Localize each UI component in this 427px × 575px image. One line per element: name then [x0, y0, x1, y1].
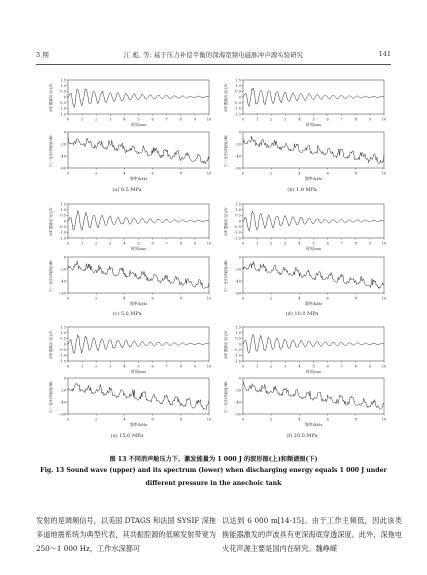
spectrum-frame [68, 378, 209, 414]
waveform-xtick: 3 [109, 241, 112, 246]
spectrum-xtick: 6 [151, 417, 154, 422]
spectrum-xtick: 4 [298, 296, 301, 301]
running-header [36, 50, 391, 64]
subfigure-caption: (c) 5.0 MPa [112, 311, 142, 317]
waveform-ytick: 1.5 [60, 78, 66, 83]
spectrum-ytick: -60 [60, 412, 66, 417]
waveform-ytick: 1.0 [235, 83, 241, 88]
spectrum-trace [243, 381, 384, 409]
spectrum-xtick: 2 [95, 417, 98, 422]
waveform-ytick: -1.0 [59, 106, 66, 111]
spectrum-xlabel: 频率/kHz [129, 176, 148, 181]
waveform-xtick: 7 [340, 241, 343, 246]
waveform-xlabel: 时间/ms [305, 369, 322, 374]
spectrum-ytick: -40 [235, 400, 241, 405]
subfigure-caption: (f) 20.0 MPa [286, 433, 318, 439]
figure-caption-en-line1: Fig. 13 Sound wave (upper) and its spectrum (lower) when discharging energy equals 1 000 J under [40, 467, 387, 474]
waveform-frame [68, 80, 209, 114]
waveform-trace [243, 211, 384, 231]
waveform-xtick: 2 [95, 117, 98, 122]
waveform-ytick: -1.0 [59, 230, 66, 235]
spectrum-xtick: 10 [381, 417, 387, 422]
waveform-xtick: 8 [179, 241, 182, 246]
waveform-xtick: 1 [255, 241, 259, 246]
spectrum-trace [68, 261, 209, 289]
waveform-xtick: 2 [270, 117, 273, 122]
spectrum-ytick: -40 [60, 400, 66, 405]
waveform-ytick: 1.0 [235, 207, 241, 212]
waveform-xtick: 6 [326, 241, 329, 246]
spectrum-ylabel: 归一化相对幅值/dB [49, 135, 53, 167]
spectrum-xtick: 10 [381, 296, 387, 301]
waveform-xtick: 8 [354, 117, 357, 122]
spectrum-xlabel: 频率/kHz [304, 422, 323, 427]
spectrum-frame [68, 132, 209, 168]
waveform-xtick: 9 [368, 364, 372, 369]
waveform-xtick: 4 [123, 117, 126, 122]
waveform-xlabel: 时间/ms [130, 246, 147, 251]
waveform-plot-4 [215, 202, 394, 256]
waveform-ytick: -1.5 [234, 112, 241, 117]
waveform-trace [243, 334, 384, 353]
spectrum-ytick: -40 [60, 279, 66, 284]
waveform-xtick: 9 [193, 241, 197, 246]
spectrum-xtick: 6 [151, 296, 154, 301]
waveform-ylabel: 水听器输出电压/V [49, 330, 53, 360]
waveform-xtick: 4 [123, 364, 126, 369]
waveform-ylabel: 水听器输出电压/V [224, 207, 228, 237]
waveform-trace [243, 88, 384, 106]
spectrum-xlabel: 频率/kHz [129, 422, 148, 427]
waveform-xtick: 10 [381, 117, 387, 122]
waveform-xtick: 8 [354, 241, 357, 246]
spectrum-xtick: 8 [179, 417, 182, 422]
spectrum-ytick: -60 [235, 412, 241, 417]
waveform-plot-3 [40, 202, 219, 256]
waveform-ylabel: 水听器输出电压/V [49, 207, 53, 237]
waveform-xtick: 0 [241, 241, 245, 246]
waveform-xtick: 3 [284, 117, 287, 122]
waveform-ytick: -0.5 [59, 100, 66, 105]
waveform-xtick: 10 [206, 117, 212, 122]
spectrum-ytick: -60 [235, 166, 241, 171]
running-title: 江 彪, 等: 基于压力补偿平衡的深海宽频电磁脉冲声源实验研究 [123, 51, 304, 59]
spectrum-xtick: 8 [354, 417, 357, 422]
waveform-xtick: 5 [312, 364, 315, 369]
spectrum-xtick: 0 [66, 296, 70, 301]
waveform-ytick: -0.5 [59, 224, 66, 229]
spectrum-xtick: 0 [66, 417, 70, 422]
waveform-ytick: 0 [63, 219, 66, 224]
waveform-xtick: 5 [312, 241, 315, 246]
spectrum-ytick: -20 [235, 388, 241, 393]
waveform-plot-6 [215, 325, 394, 379]
waveform-xtick: 7 [165, 117, 168, 122]
subfigure-caption: (e) 15.0 MPa [110, 433, 144, 439]
spectrum-xtick: 2 [95, 171, 98, 176]
spectrum-ytick: 0 [63, 376, 66, 381]
spectrum-trace [68, 383, 209, 409]
waveform-xtick: 10 [381, 364, 387, 369]
spectrum-xtick: 4 [298, 171, 301, 176]
waveform-xtick: 0 [66, 117, 70, 122]
waveform-ytick: -0.5 [59, 347, 66, 352]
waveform-xtick: 3 [284, 364, 287, 369]
waveform-xtick: 0 [66, 364, 70, 369]
spectrum-ylabel: 归一化相对幅值/dB [224, 135, 228, 167]
waveform-xtick: 2 [270, 241, 273, 246]
spectrum-frame [243, 132, 384, 168]
spectrum-xtick: 10 [206, 417, 212, 422]
spectrum-plot-5 [40, 376, 219, 432]
waveform-xtick: 2 [95, 241, 98, 246]
waveform-xtick: 7 [340, 117, 343, 122]
spectrum-ytick: -60 [235, 291, 241, 296]
spectrum-ytick: -40 [60, 154, 66, 159]
spectrum-ytick: -40 [235, 279, 241, 284]
spectrum-xtick: 4 [298, 417, 301, 422]
spectrum-xtick: 0 [241, 417, 245, 422]
waveform-xtick: 9 [368, 241, 372, 246]
waveform-ytick: 1.5 [60, 325, 66, 330]
waveform-trace [68, 211, 209, 231]
waveform-ytick: 0 [63, 95, 66, 100]
waveform-plot-2 [215, 78, 394, 135]
spectrum-xlabel: 频率/kHz [304, 301, 323, 306]
spectrum-axes [223, 376, 387, 427]
spectrum-frame [68, 257, 209, 293]
waveform-xtick: 9 [368, 117, 372, 122]
waveform-ytick: -0.5 [234, 224, 241, 229]
subfigure-caption: (d) 10.0 MPa [285, 311, 319, 317]
spectrum-xtick: 2 [270, 296, 273, 301]
waveform-xtick: 9 [193, 117, 197, 122]
spectrum-xtick: 10 [206, 171, 212, 176]
waveform-xtick: 5 [312, 117, 315, 122]
waveform-ytick: 0.5 [60, 89, 66, 94]
waveform-ytick: 1.0 [60, 83, 66, 88]
spectrum-ylabel: 归一化相对幅值/dB [224, 381, 228, 413]
spectrum-ytick: -20 [60, 142, 66, 147]
waveform-ytick: -1.0 [234, 106, 241, 111]
spectrum-xtick: 6 [326, 296, 329, 301]
waveform-ytick: 1.5 [235, 325, 241, 330]
waveform-xtick: 10 [206, 241, 212, 246]
waveform-xtick: 5 [137, 241, 140, 246]
page-number: 141 [378, 50, 391, 58]
spectrum-ylabel: 归一化相对幅值/dB [224, 260, 228, 292]
spectrum-xtick: 10 [381, 171, 387, 176]
waveform-ylabel: 水听器输出电压/V [224, 83, 228, 113]
waveform-ytick: 0 [238, 219, 241, 224]
waveform-ytick: 1.5 [235, 202, 241, 207]
waveform-xtick: 6 [151, 364, 154, 369]
waveform-ytick: -0.5 [234, 100, 241, 105]
spectrum-xtick: 2 [270, 417, 273, 422]
waveform-ytick: -1.5 [59, 112, 66, 117]
waveform-ytick: 0 [63, 342, 66, 347]
spectrum-plot-3 [40, 255, 219, 311]
spectrum-axes [48, 376, 212, 427]
waveform-ylabel: 水听器输出电压/V [49, 83, 53, 113]
spectrum-trace [243, 262, 384, 289]
spectrum-ytick: -20 [60, 388, 66, 393]
waveform-xtick: 6 [326, 364, 329, 369]
spectrum-xtick: 4 [123, 171, 126, 176]
waveform-ytick: 0.5 [235, 213, 241, 218]
waveform-ytick: -1.5 [59, 236, 66, 241]
spectrum-xtick: 10 [206, 296, 212, 301]
waveform-xtick: 5 [137, 364, 140, 369]
spectrum-xtick: 2 [270, 171, 273, 176]
body-paragraph-left: 发射的是调频信号，以美国 DTAGS 和法国 SYSIF 深拖多道地震系统为典型代表，其共振腔源的低频发射带宽为 250～1 000 Hz，工作水深都可 [36, 516, 216, 553]
waveform-xtick: 8 [354, 364, 357, 369]
waveform-xtick: 10 [206, 364, 212, 369]
waveform-plot-5 [40, 325, 219, 379]
spectrum-xtick: 6 [151, 171, 154, 176]
waveform-ytick: 1.0 [235, 330, 241, 335]
waveform-ytick: 0 [238, 342, 241, 347]
waveform-xtick: 4 [298, 117, 301, 122]
spectrum-plot-4 [215, 255, 394, 311]
spectrum-xlabel: 频率/kHz [304, 176, 323, 181]
spectrum-ytick: 0 [238, 130, 241, 135]
spectrum-xtick: 6 [326, 171, 329, 176]
figure-caption-en-line2: different pressure in the anechoic tank [145, 480, 282, 487]
spectrum-ytick: -20 [235, 267, 241, 272]
header-rule [36, 64, 391, 65]
waveform-ylabel: 水听器输出电压/V [224, 330, 228, 360]
spectrum-ytick: 0 [63, 255, 66, 260]
spectrum-ylabel: 归一化相对幅值/dB [49, 260, 53, 292]
waveform-plot-1 [40, 78, 219, 135]
waveform-trace [68, 335, 209, 354]
waveform-xtick: 4 [298, 241, 301, 246]
spectrum-xtick: 0 [66, 171, 70, 176]
waveform-ytick: -1.0 [59, 353, 66, 358]
waveform-ytick: 1.0 [60, 330, 66, 335]
waveform-ytick: -1.5 [59, 359, 66, 364]
waveform-xtick: 8 [179, 117, 182, 122]
spectrum-plot-2 [215, 130, 394, 186]
waveform-frame [68, 327, 209, 361]
waveform-xtick: 7 [340, 364, 343, 369]
waveform-xtick: 10 [381, 241, 387, 246]
spectrum-frame [243, 378, 384, 414]
waveform-ytick: 0.5 [235, 336, 241, 341]
subfigure-caption: (b) 1.0 MPa [287, 187, 317, 193]
waveform-xtick: 1 [255, 364, 259, 369]
waveform-ytick: -1.5 [234, 359, 241, 364]
waveform-xlabel: 时间/ms [305, 246, 322, 251]
waveform-ytick: 1.0 [60, 207, 66, 212]
waveform-xtick: 2 [270, 364, 273, 369]
waveform-ytick: -0.5 [234, 347, 241, 352]
waveform-xtick: 2 [95, 364, 98, 369]
spectrum-xtick: 8 [179, 171, 182, 176]
waveform-ytick: -1.0 [234, 230, 241, 235]
spectrum-trace [243, 136, 384, 163]
spectrum-ytick: -20 [235, 142, 241, 147]
waveform-xtick: 4 [298, 364, 301, 369]
body-column-right [222, 514, 402, 556]
spectrum-xtick: 8 [354, 296, 357, 301]
spectrum-axes [48, 255, 212, 306]
spectrum-ytick: 0 [238, 255, 241, 260]
waveform-xlabel: 时间/ms [130, 122, 147, 127]
spectrum-xtick: 4 [123, 296, 126, 301]
waveform-xtick: 3 [109, 364, 112, 369]
waveform-xtick: 6 [326, 117, 329, 122]
waveform-ytick: -1.0 [234, 353, 241, 358]
waveform-xtick: 5 [137, 117, 140, 122]
spectrum-axes [223, 130, 387, 181]
waveform-ytick: 0.5 [235, 89, 241, 94]
waveform-xtick: 1 [255, 117, 259, 122]
issue-label: 3 期 [36, 51, 49, 59]
waveform-ytick: 0 [238, 95, 241, 100]
spectrum-xtick: 0 [241, 171, 245, 176]
spectrum-ytick: -20 [60, 267, 66, 272]
waveform-xtick: 4 [123, 241, 126, 246]
waveform-xtick: 3 [109, 117, 112, 122]
figure-caption-cn: 图 13 不同消声舱压力下，激发能量为 1 000 J 的波形图(上)和频谱图(下) [109, 456, 318, 463]
waveform-xtick: 7 [165, 364, 168, 369]
spectrum-xtick: 2 [95, 296, 98, 301]
waveform-xtick: 0 [241, 117, 245, 122]
waveform-xtick: 1 [80, 117, 84, 122]
waveform-xtick: 8 [179, 364, 182, 369]
body-paragraph-right: 以达到 6 000 m[14-15]。由于工作主频低，因此该类换能器激发的声波具有更深海底穿透深度。此外，深拖电火花声源主要是国内在研究。魏峥嵘 [222, 516, 402, 553]
waveform-frame [243, 204, 384, 238]
spectrum-xtick: 4 [123, 417, 126, 422]
waveform-xlabel: 时间/ms [305, 122, 322, 127]
spectrum-ytick: -40 [235, 154, 241, 159]
waveform-xtick: 9 [193, 364, 197, 369]
spectrum-ytick: 0 [63, 130, 66, 135]
waveform-xtick: 0 [66, 241, 70, 246]
waveform-frame [243, 327, 384, 361]
waveform-xtick: 0 [241, 364, 245, 369]
waveform-xtick: 7 [165, 241, 168, 246]
spectrum-xtick: 8 [354, 171, 357, 176]
waveform-xtick: 6 [151, 117, 154, 122]
waveform-ytick: 0.5 [60, 336, 66, 341]
spectrum-ytick: 0 [238, 376, 241, 381]
subfigure-caption: (a) 0.5 MPa [112, 187, 142, 193]
waveform-axes [48, 325, 212, 374]
waveform-xtick: 1 [80, 241, 84, 246]
spectrum-xtick: 6 [326, 417, 329, 422]
waveform-ytick: 0.5 [60, 213, 66, 218]
waveform-xtick: 1 [80, 364, 84, 369]
spectrum-xtick: 0 [241, 296, 245, 301]
waveform-trace [68, 89, 209, 108]
spectrum-plot-1 [40, 130, 219, 186]
spectrum-plot-6 [215, 376, 394, 432]
waveform-frame [68, 204, 209, 238]
waveform-xlabel: 时间/ms [130, 369, 147, 374]
spectrum-frame [243, 257, 384, 293]
spectrum-trace [68, 137, 209, 164]
waveform-ytick: 1.5 [60, 202, 66, 207]
spectrum-axes [48, 130, 212, 181]
waveform-xtick: 3 [284, 241, 287, 246]
body-column-left [36, 514, 216, 556]
spectrum-ytick: -60 [60, 166, 66, 171]
waveform-xtick: 6 [151, 241, 154, 246]
waveform-ytick: -1.5 [234, 236, 241, 241]
spectrum-ylabel: 归一化相对幅值/dB [49, 381, 53, 413]
waveform-frame [243, 80, 384, 114]
spectrum-xlabel: 频率/kHz [129, 301, 148, 306]
spectrum-ytick: -60 [60, 291, 66, 296]
waveform-ytick: 1.5 [235, 78, 241, 83]
spectrum-xtick: 8 [179, 296, 182, 301]
